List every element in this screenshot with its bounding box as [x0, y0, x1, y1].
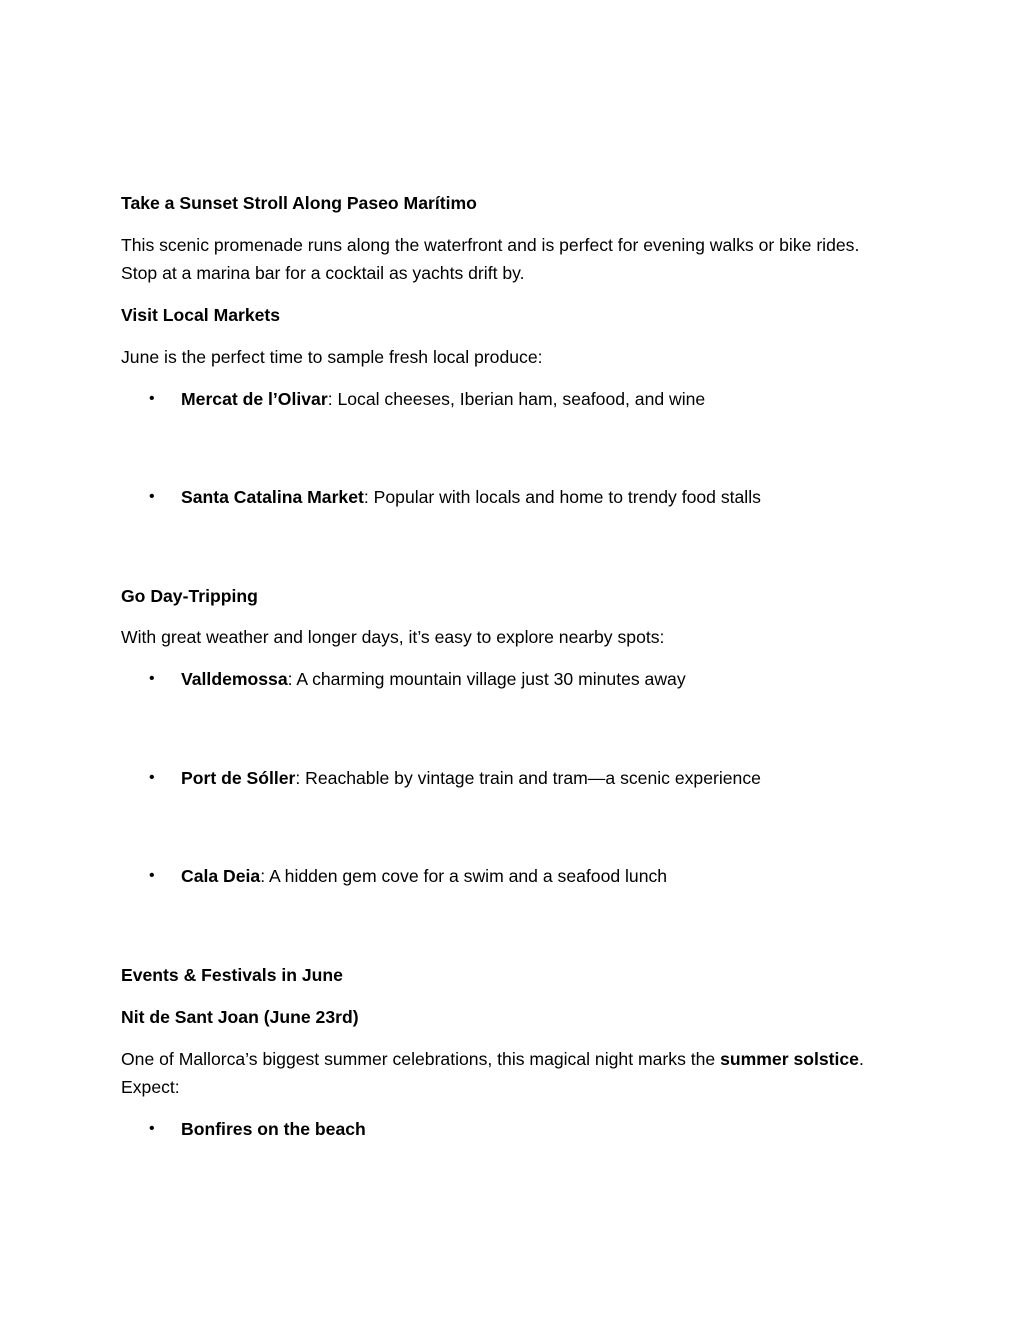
section-heading-daytrips: Go Day-Tripping [121, 586, 258, 606]
list-item-desc: : A hidden gem cove for a swim and a seafood lunch [260, 866, 668, 886]
list-item-text [181, 483, 761, 511]
section-heading-events: Events & Festivals in June [121, 965, 343, 985]
list-item-desc: : Local cheeses, Iberian ham, seafood, and wine [327, 389, 706, 409]
list-item-text [181, 385, 705, 413]
list-item-name: Port de Sóller [181, 768, 296, 788]
events-paragraph-pre: One of Mallorca’s biggest summer celebrations, this magical night marks the [121, 1049, 721, 1069]
bullet-icon: • [149, 670, 155, 687]
bullet-icon: • [149, 769, 155, 786]
markets-intro: June is the perfect time to sample fresh local produce: [121, 347, 543, 367]
section-heading-stroll: Take a Sunset Stroll Along Paseo Marítimo [121, 193, 477, 213]
bullet-icon: • [149, 390, 155, 407]
list-item-text [181, 764, 761, 792]
list-item-name: Valldemossa [181, 669, 288, 689]
events-paragraph-bold: summer solstice [720, 1049, 859, 1069]
event-subheading: Nit de Sant Joan (June 23rd) [121, 1007, 359, 1027]
list-item-desc: : Popular with locals and home to trendy food stalls [363, 487, 761, 507]
stroll-paragraph-line2: Stop at a marina bar for a cocktail as yachts drift by. [121, 263, 525, 283]
events-paragraph-line1 [121, 1045, 911, 1073]
bullet-icon: • [149, 867, 155, 884]
list-item-desc: : A charming mountain village just 30 minutes away [287, 669, 686, 689]
list-item-name: Bonfires on the beach [181, 1119, 366, 1139]
stroll-paragraph-line1: This scenic promenade runs along the waterfront and is perfect for evening walks or bike rides. [121, 235, 860, 255]
list-item-text [181, 1115, 366, 1143]
list-item-desc: : Reachable by vintage train and tram—a scenic experience [295, 768, 761, 788]
events-paragraph-post: . [858, 1049, 864, 1069]
events-paragraph-line2: Expect: [121, 1077, 180, 1097]
bullet-icon: • [149, 488, 155, 505]
list-item-name: Mercat de l’Olivar [181, 389, 328, 409]
list-item-name: Cala Deia [181, 866, 261, 886]
bullet-icon: • [149, 1120, 155, 1137]
list-item-name: Santa Catalina Market [181, 487, 364, 507]
list-item-text [181, 665, 686, 693]
list-item-text [181, 862, 667, 890]
section-heading-markets: Visit Local Markets [121, 305, 281, 325]
daytrips-intro: With great weather and longer days, it’s easy to explore nearby spots: [121, 627, 665, 647]
